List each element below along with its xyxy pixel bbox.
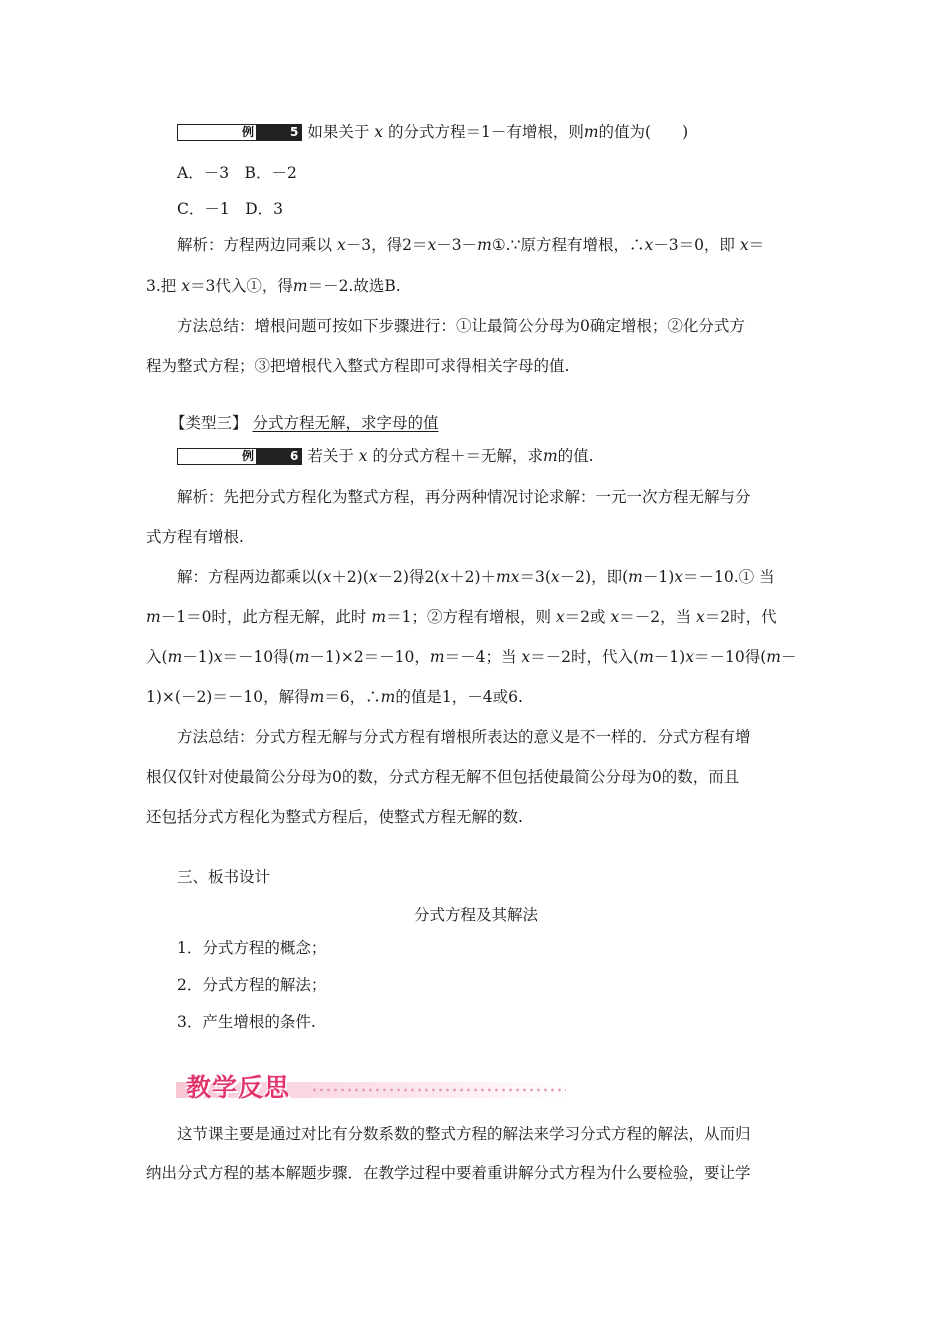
ex5-solution-1: 解析：方程两边同乘以 x－3，得2＝x－3－m①.∵原方程有增根，∴x－3＝0，即 x＝ [177, 236, 765, 254]
ex5-options-1: A．－3 B．－2 [177, 164, 297, 182]
ex6-solution-4: 1)×(－2)＝－10，解得m＝6，∴m的值是1，－4或6. [146, 688, 523, 706]
ex6-solution-1: 解：方程两边都乘以(x＋2)(x－2)得2(x＋2)＋mx＝3(x－2)，即(m－1)x＝－10.① 当 [177, 568, 775, 586]
ex6-question: 例 6 若关于 x 的分式方程＋＝无解，求m的值. [146, 446, 806, 466]
banner-dots [311, 1088, 566, 1092]
board-item-1: 1．分式方程的概念； [177, 939, 327, 957]
reflection-line-2: 纳出分式方程的基本解题步骤．在教学过程中要着重讲解分式方程为什么要检验，要让学 [146, 1164, 751, 1182]
ex5-options-2: C．－1 D．3 [177, 200, 284, 218]
board-item-2: 2．分式方程的解法； [177, 976, 327, 994]
type3-heading: 【类型三】 分式方程无解，求字母的值 [170, 414, 439, 432]
ex6-summary-2: 根仅仅针对使最简公分母为0的数，分式方程无解不但包括使最简公分母为0的数，而且 [146, 768, 740, 786]
ex5-question: 例 5 如果关于 x 的分式方程＝1－有增根，则m的值为( ) [146, 122, 806, 142]
board-title: 分式方程及其解法 [413, 906, 538, 924]
reflection-banner-title: 教学反思 [186, 1073, 291, 1102]
ex6-analysis-1: 解析：先把分式方程化为整式方程，再分两种情况讨论求解：一元一次方程无解与分 [177, 488, 751, 506]
ex5-solution-2: 3.把 x＝3代入①，得m＝－2.故选B. [146, 277, 401, 295]
example-tag: 例 6 [177, 448, 302, 465]
reflection-banner [176, 1068, 571, 1100]
ex6-summary-1: 方法总结：分式方程无解与分式方程有增根所表达的意义是不一样的．分式方程有增 [177, 728, 751, 746]
reflection-line-1: 这节课主要是通过对比有分数系数的整式方程的解法来学习分式方程的解法，从而归 [177, 1125, 751, 1143]
ex5-summary-1: 方法总结：增根问题可按如下步骤进行：①让最简公分母为0确定增根；②化分式方 [177, 317, 745, 335]
ex6-solution-3: 入(m－1)x＝－10得(m－1)×2＝－10，m＝－4；当 x＝－2时，代入(m－1)x＝－10得(m－ [146, 648, 797, 666]
board-heading: 三、板书设计 [177, 868, 271, 886]
ex6-summary-3: 还包括分式方程化为整式方程后，使整式方程无解的数. [146, 808, 523, 826]
ex6-analysis-2: 式方程有增根. [146, 528, 244, 546]
example-tag: 例 5 [177, 124, 302, 141]
ex5-summary-2: 程为整式方程；③把增根代入整式方程即可求得相关字母的值. [146, 357, 570, 375]
board-item-3: 3．产生增根的条件. [177, 1013, 316, 1031]
ex6-solution-2: m－1＝0时，此方程无解，此时 m＝1；②方程有增根，则 x＝2或 x＝－2，当 x＝2时，代 [146, 608, 777, 626]
